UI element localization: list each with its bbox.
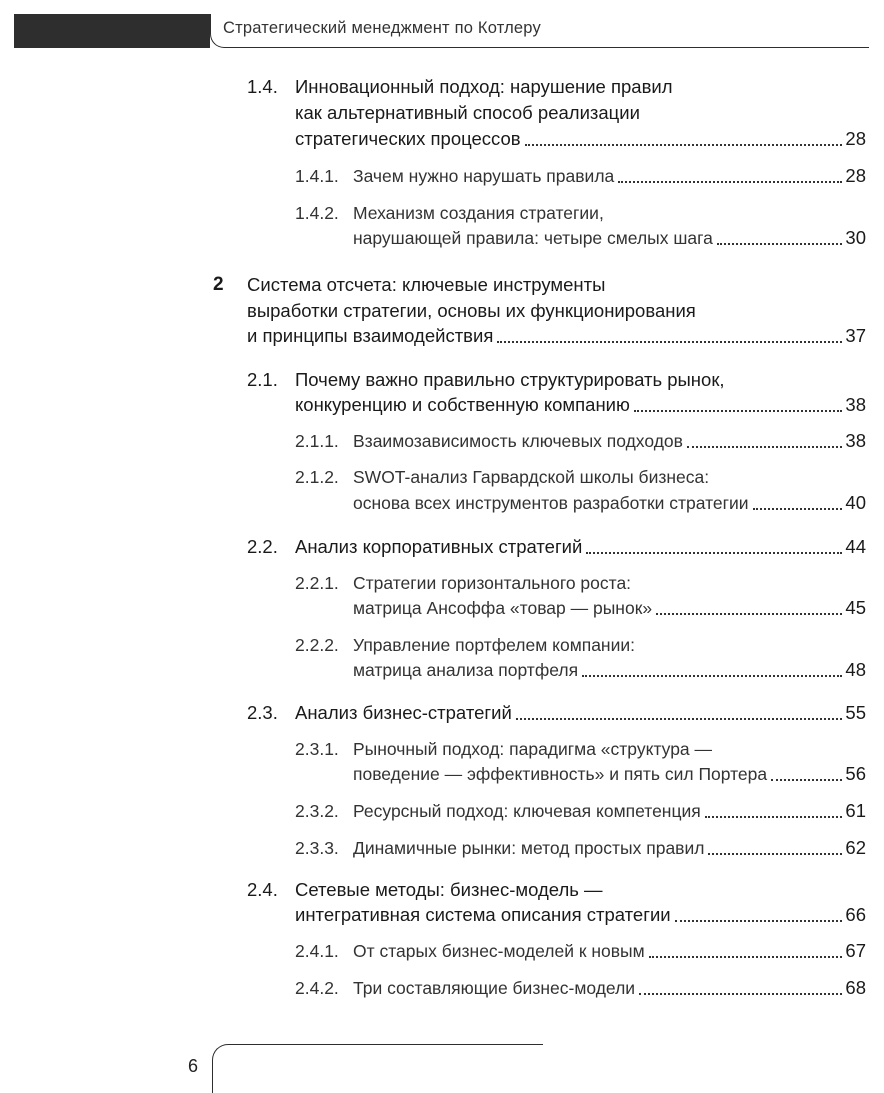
header-band <box>14 14 210 48</box>
toc-page-number: 28 <box>845 128 866 149</box>
toc-number: 1.4. <box>247 76 278 97</box>
toc-number: 2.2.1. <box>295 573 339 593</box>
toc-number: 2.2.2. <box>295 635 339 655</box>
dot-leader <box>618 181 842 183</box>
toc-title-line: Взаимозависимость ключевых подходов <box>353 431 683 451</box>
toc-entry-2-2-2[interactable] <box>353 657 866 683</box>
toc-title-line: Динамичные рынки: метод простых правил <box>353 838 705 858</box>
toc-number: 1.4.1. <box>295 166 339 186</box>
toc-number: 2.3.1. <box>295 739 339 759</box>
toc-title-line: Почему важно правильно структурировать рынок, <box>295 369 725 390</box>
toc-title-line: матрица анализа портфеля <box>353 660 579 680</box>
dot-leader <box>708 853 842 855</box>
toc-entry-2-3-2[interactable] <box>353 798 866 824</box>
toc-page-number: 48 <box>845 659 866 680</box>
toc-title-line: Система отсчета: ключевые инструменты <box>247 274 606 295</box>
toc-number: 2.4.2. <box>295 978 339 998</box>
toc-entry-2-3-3[interactable] <box>353 835 866 861</box>
toc-page-number: 56 <box>845 763 866 784</box>
dot-leader <box>705 816 843 818</box>
chapter-number: 2 <box>213 274 224 295</box>
toc-title-line: Ресурсный подход: ключевая компетенция <box>353 801 701 821</box>
dot-leader <box>639 993 842 995</box>
toc-title-line: Инновационный подход: нарушение правил <box>295 76 673 97</box>
page-number: 6 <box>188 1056 199 1076</box>
toc-title-line: и принципы взаимодействия <box>247 325 494 346</box>
dot-leader <box>771 779 842 781</box>
toc-page-number: 30 <box>845 227 866 248</box>
toc-title-line: как альтернативный способ реализации <box>295 102 640 123</box>
toc-title-line: поведение — эффективность» и пять сил Портера <box>353 764 768 784</box>
dot-leader <box>675 920 843 922</box>
toc-page-number: 38 <box>845 394 866 415</box>
dot-leader <box>586 552 842 554</box>
toc-entry-2-2[interactable] <box>295 534 866 560</box>
toc-entry-2-3[interactable] <box>295 700 866 726</box>
toc-entry-1-4-1[interactable] <box>353 163 866 189</box>
toc-number: 2.1. <box>247 369 278 390</box>
toc-page-number: 38 <box>845 430 866 451</box>
dot-leader <box>753 508 843 510</box>
toc-title-line: конкуренцию и собственную компанию <box>295 394 630 415</box>
toc-title-line: Анализ бизнес-стратегий <box>295 702 512 723</box>
toc-title-line: выработки стратегии, основы их функционирования <box>247 300 696 321</box>
toc-page-number: 66 <box>845 904 866 925</box>
toc-title-line: Управление портфелем компании: <box>353 635 636 655</box>
toc-page-number: 37 <box>845 325 866 346</box>
toc-page-number: 55 <box>845 702 866 723</box>
toc-number: 2.1.2. <box>295 467 339 487</box>
toc-title-line: SWOT-анализ Гарвардской школы бизнеса: <box>353 467 710 487</box>
toc-entry-2-3-1[interactable] <box>353 761 866 787</box>
dot-leader <box>582 675 842 677</box>
toc-page-number: 45 <box>845 597 866 618</box>
toc-page-number: 67 <box>845 940 866 961</box>
toc-page-number: 61 <box>845 800 866 821</box>
toc-entry-2-1-1[interactable] <box>353 428 866 454</box>
toc-title-line: Сетевые методы: бизнес-модель — <box>295 879 603 900</box>
toc-entry-2-2-1[interactable] <box>353 595 866 621</box>
toc-title-line: основа всех инструментов разработки стратегии <box>353 493 749 513</box>
dot-leader <box>687 446 842 448</box>
toc-title-line: От старых бизнес-моделей к новым <box>353 941 645 961</box>
toc-page-number: 62 <box>845 837 866 858</box>
toc-entry-1-4[interactable] <box>295 126 866 152</box>
toc-page-number: 40 <box>845 492 866 513</box>
toc-entry-2-4[interactable] <box>295 902 866 928</box>
dot-leader <box>634 410 843 412</box>
toc-title-line: Рыночный подход: парадигма «структура — <box>353 739 713 759</box>
toc-title-line: нарушающей правила: четыре смелых шага <box>353 228 713 248</box>
toc-entry-chapter-2[interactable] <box>247 323 866 349</box>
toc-entry-1-4-2[interactable] <box>353 225 866 251</box>
toc-title-line: Стратегии горизонтального роста: <box>353 573 632 593</box>
footer-frame <box>212 1044 543 1093</box>
toc-number: 2.4. <box>247 879 278 900</box>
dot-leader <box>717 243 843 245</box>
toc-number: 1.4.2. <box>295 203 339 223</box>
toc-title-line: интегративная система описания стратегии <box>295 904 671 925</box>
dot-leader <box>497 341 842 343</box>
toc-page-number: 68 <box>845 977 866 998</box>
toc-entry-2-1-2[interactable] <box>353 490 866 516</box>
toc-title-line: стратегических процессов <box>295 128 521 149</box>
toc-page-number: 28 <box>845 165 866 186</box>
toc-number: 2.4.1. <box>295 941 339 961</box>
toc-title-line: Три составляющие бизнес-модели <box>353 978 636 998</box>
toc-entry-2-4-1[interactable] <box>353 938 866 964</box>
toc-number: 2.3. <box>247 702 278 723</box>
dot-leader <box>516 718 843 720</box>
toc-title-line: Анализ корпоративных стратегий <box>295 536 583 557</box>
running-header-title: Стратегический менеджмент по Котлеру <box>223 19 541 37</box>
toc-title-line: Механизм создания стратегии, <box>353 203 604 223</box>
toc-number: 2.2. <box>247 536 278 557</box>
toc-number: 2.3.2. <box>295 801 339 821</box>
toc-page-number: 44 <box>845 536 866 557</box>
toc-number: 2.3.3. <box>295 838 339 858</box>
toc-entry-2-1[interactable] <box>295 392 866 418</box>
toc-entry-2-4-2[interactable] <box>353 975 866 1001</box>
dot-leader <box>656 613 842 615</box>
dot-leader <box>649 956 843 958</box>
toc-title-line: матрица Ансоффа «товар — рынок» <box>353 598 653 618</box>
toc-number: 2.1.1. <box>295 431 339 451</box>
toc-title-line: Зачем нужно нарушать правила <box>353 166 615 186</box>
dot-leader <box>525 144 843 146</box>
